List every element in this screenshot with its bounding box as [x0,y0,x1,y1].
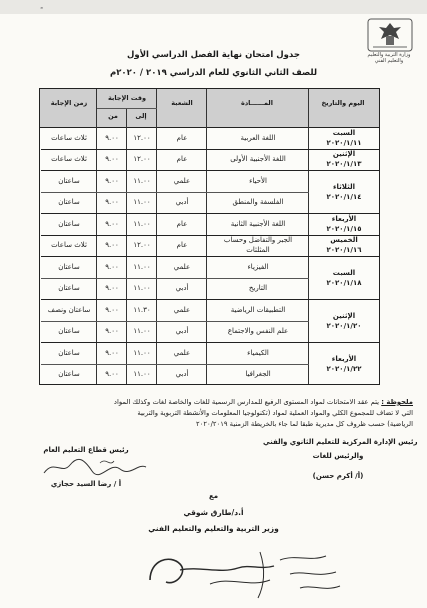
header-division: الشعبة [171,99,193,107]
page-title: جدول امتحان نهاية الفصل الدراسي الأول [127,50,300,60]
cell-division: أدبي [175,370,189,378]
cell-from: ٩.٠٠ [105,219,119,228]
cell-duration: ساعتان [58,348,80,357]
cell-division: علمي [173,262,191,271]
cell-from: ٩.٠٠ [105,348,119,357]
cell-to: ١١.٠٠ [133,176,151,185]
logo-caption: وزارة التربية والتعليم والتعليم الفني [367,52,411,64]
cell-to: ١١.٠٠ [133,348,151,357]
header-to: إلى [135,112,147,120]
cell-division: عام [176,155,188,163]
cell-subject: التاريخ [248,284,268,292]
cell-division: أدبي [175,327,189,335]
top-strip [0,0,427,14]
ministry-logo [367,18,413,52]
minister-name: أ.د/طارق شوقي [183,508,244,517]
cell-subject: اللغة الأجنبية الأولى [230,155,286,163]
notes-block [13,397,413,430]
signature-right-name: (أ/ أكرم حسن) [312,472,364,480]
cell-division: أدبي [175,284,189,292]
cell-date: ٢٠٢٠/١/١٦ [326,246,362,255]
row-divider [41,342,379,343]
cell-from: ٩.٠٠ [105,155,119,163]
header-answer-time: وقت الإجابة [107,94,147,102]
signature-left-title: رئيس قطاع التعليم العام [43,446,129,454]
notes-label: ملحوظة : [381,398,413,406]
cell-from: ٩.٠٠ [105,327,119,335]
cell-subject: الجغرافيا [245,370,271,378]
cell-duration: ساعتان [58,370,80,378]
notes-line3: الرياضية) حسب ظروف كل مديرية طبقا لما جاء بالخريطة الزمنية ٢٠٢٠/٢٠١٩ [196,420,413,428]
cell-duration: ساعتان [58,327,80,335]
cell-duration: ساعتان [58,284,80,292]
cell-day: الثلاثاء [332,182,356,191]
row-divider [41,299,379,300]
page-subtitle: للصف الثاني الثانوي للعام الدراسي ٢٠١٩ / ٢٠٢٠م [109,68,318,78]
cell-day: الإثنين [332,150,356,159]
header-from: من [108,112,118,120]
header-day-date: اليوم والتاريخ [321,99,365,107]
minister-title: وزير التربية والتعليم والتعليم الفني [148,524,279,533]
cell-date: ٢٠٢٠/١/١٤ [326,192,362,201]
cell-subject: الفيزياء [247,262,269,271]
cell-date: ٢٠٢٠/١/١٨ [326,278,362,287]
cell-duration: ساعتان ونصف [47,305,91,314]
cell-division: أدبي [175,198,189,206]
cell-duration: ساعتان [58,198,80,206]
cell-date: ٢٠٢٠/١/٢٢ [326,364,362,373]
cell-duration: ثلاث ساعات [51,241,87,249]
cell-to: ١١.٠٠ [133,219,151,228]
cell-from: ٩.٠٠ [105,305,119,314]
cell-duration: ساعتان [58,262,80,271]
cell-subject: اللغة الأجنبية الثانية [230,219,286,228]
cell-day: الأربعاء [331,354,357,363]
cell-duration: ساعتان [58,219,80,228]
cell-date: ٢٠٢٠/١/٢٠ [326,321,362,330]
table-header [40,89,379,128]
cell-date: ٢٠٢٠/١/١١ [326,138,362,147]
column-divider [206,89,207,384]
cell-day: الأربعاء [331,214,357,223]
top-strip-text: ٍٍٍٍ [40,1,41,9]
cell-subject: الكيمياء [247,348,269,357]
signature-right-title2: والرئيس للغات [312,452,364,460]
cell-from: ٩.٠٠ [105,133,119,142]
cell-subject: المثلثات [246,246,270,254]
header-subject: المــــــادة [241,99,273,107]
cell-to: ١٢.٠٠ [133,241,151,249]
column-divider [96,89,97,384]
cell-subject: الأحياء [249,176,267,185]
row-divider [41,192,309,193]
signature-left-name: أ / رضا السيد حجازي [50,480,122,488]
cell-subject: الفلسفة والمنطق [232,198,284,206]
cell-from: ٩.٠٠ [105,198,119,206]
row-divider [41,170,379,171]
cell-to: ١١.٠٠ [133,262,151,271]
cell-to: ١١.٣٠ [133,305,151,314]
cell-to: ١١.٠٠ [133,370,151,378]
cell-date: ٢٠٢٠/١/١٥ [326,224,362,233]
exam-schedule-table [39,88,380,385]
row-divider [41,321,309,322]
cell-subject: علم النفس والاجتماع [227,327,289,335]
cell-to: ١٢.٠٠ [133,155,151,163]
notes-line2: التي لا تضاف للمجموع الكلي والمواد العملية لمواد (تكنولوجيا المعلومات والأنشطة التربوية والتربية [137,409,413,417]
cell-day: الخميس [330,236,358,245]
column-divider [156,89,157,384]
cell-from: ٩.٠٠ [105,262,119,271]
cell-division: علمي [173,348,191,357]
notes-line1: يتم عقد الامتحانات لمواد المستوى الرفيع للمدارس الرسمية للغات والخاصة لغات وكذلك المواد [113,398,380,406]
cell-division: علمي [173,176,191,185]
cell-subject: اللغة العربية [240,133,276,142]
handwritten-signature-left [40,455,150,479]
cell-from: ٩.٠٠ [105,241,119,249]
cell-date: ٢٠٢٠/١/١٣ [326,160,362,169]
cell-duration: ثلاث ساعات [51,155,87,163]
row-divider [41,278,309,279]
cell-duration: ساعتان [58,176,80,185]
cell-division: عام [176,241,188,249]
cell-to: ١١.٠٠ [133,327,151,335]
cell-subject: التطبيقات الرياضية [230,305,286,314]
header-duration: زمن الإجابة [50,99,88,107]
cell-division: علمي [173,305,191,314]
cell-day: السبت [332,268,356,277]
row-divider [41,256,379,257]
row-divider [41,364,309,365]
cell-from: ٩.٠٠ [105,370,119,378]
header-subdivider [97,108,157,109]
cell-from: ٩.٠٠ [105,176,119,185]
cell-day: السبت [332,128,356,137]
cell-day: الإثنين [332,311,356,320]
cell-division: عام [176,133,188,142]
signature-right-title1: رئيس الإدارة المركزية للتعليم الثانوي والفني [263,438,418,446]
cell-to: ١٢.٠٠ [133,133,151,142]
cell-to: ١١.٠٠ [133,284,151,292]
cell-from: ٩.٠٠ [105,284,119,292]
cell-to: ١١.٠٠ [133,198,151,206]
column-divider [308,89,309,384]
minister-signature-stamp [140,540,350,604]
closing-respect: مع [208,492,219,500]
cell-duration: ثلاث ساعات [51,133,87,142]
cell-subject: الجبر والتفاضل وحساب [223,236,293,244]
cell-division: عام [176,219,188,228]
